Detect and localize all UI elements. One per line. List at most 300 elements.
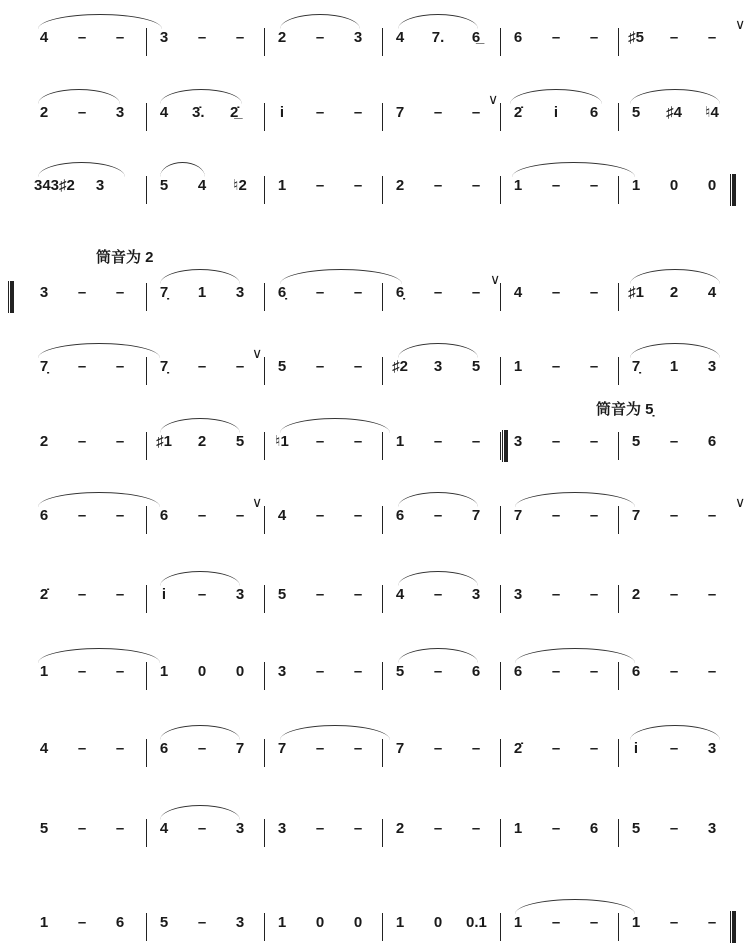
measure bbox=[150, 20, 268, 56]
note: – bbox=[471, 284, 481, 301]
note: 1 bbox=[513, 914, 523, 931]
note: – bbox=[589, 586, 599, 603]
slur bbox=[398, 492, 478, 507]
note: – bbox=[589, 914, 599, 931]
barline bbox=[382, 913, 383, 941]
note: – bbox=[551, 358, 561, 375]
barline bbox=[264, 176, 265, 204]
note: – bbox=[197, 507, 207, 524]
slur bbox=[515, 492, 635, 507]
note: ♯2 bbox=[392, 358, 408, 375]
note: – bbox=[315, 740, 325, 757]
note: 6̣ bbox=[395, 284, 405, 301]
repeat-end-bar bbox=[502, 430, 508, 462]
note: i bbox=[279, 104, 285, 121]
note: – bbox=[551, 177, 561, 194]
slur bbox=[160, 89, 242, 104]
barline bbox=[382, 283, 383, 311]
note: – bbox=[669, 433, 679, 450]
score-row bbox=[30, 494, 746, 534]
barline bbox=[146, 585, 147, 613]
note: 6 bbox=[513, 29, 523, 46]
barline bbox=[146, 176, 147, 204]
note: – bbox=[197, 820, 207, 837]
note: – bbox=[551, 433, 561, 450]
measure bbox=[386, 731, 504, 767]
score-row bbox=[30, 811, 736, 847]
barline bbox=[618, 432, 619, 460]
measure bbox=[30, 731, 148, 767]
slur bbox=[38, 343, 160, 358]
note: – bbox=[315, 29, 325, 46]
note: – bbox=[353, 740, 363, 757]
barline bbox=[146, 357, 147, 385]
note: 1 bbox=[395, 914, 405, 931]
score-row bbox=[30, 424, 736, 460]
note: 3 bbox=[471, 586, 481, 603]
note: 7 bbox=[471, 507, 481, 524]
measure bbox=[386, 95, 504, 131]
note: 5 bbox=[631, 433, 641, 450]
note: 2̇ bbox=[513, 104, 523, 121]
score-row bbox=[30, 905, 736, 941]
note: i bbox=[553, 104, 559, 121]
measure bbox=[150, 654, 268, 690]
note: – bbox=[669, 663, 679, 680]
note: 0 bbox=[669, 177, 679, 194]
note: 3 bbox=[235, 914, 245, 931]
score-row bbox=[30, 654, 736, 690]
note: 3 bbox=[235, 586, 245, 603]
note: – bbox=[433, 284, 443, 301]
measure bbox=[622, 168, 740, 204]
note: 1 bbox=[513, 358, 523, 375]
note: 3 bbox=[159, 29, 169, 46]
note: – bbox=[353, 358, 363, 375]
measure bbox=[268, 349, 386, 385]
measure bbox=[504, 731, 622, 767]
score-row bbox=[30, 345, 736, 385]
note: – bbox=[353, 433, 363, 450]
note: 4 bbox=[395, 29, 405, 46]
measure bbox=[150, 349, 268, 385]
note: 3 bbox=[277, 663, 287, 680]
note: 2 bbox=[395, 820, 405, 837]
note: – bbox=[353, 820, 363, 837]
note: 7. bbox=[431, 29, 445, 46]
note: – bbox=[235, 29, 245, 46]
note: ♮1 bbox=[275, 433, 289, 450]
measure bbox=[30, 275, 148, 311]
note: – bbox=[551, 820, 561, 837]
note: 4 bbox=[159, 820, 169, 837]
note: – bbox=[551, 507, 561, 524]
note: 4 bbox=[39, 29, 49, 46]
barline bbox=[382, 585, 383, 613]
score-row bbox=[30, 271, 736, 311]
barline bbox=[500, 819, 501, 847]
note: 6 bbox=[589, 104, 599, 121]
score-row bbox=[30, 731, 736, 767]
measure bbox=[504, 811, 622, 847]
slur bbox=[630, 269, 720, 284]
note: i bbox=[161, 586, 167, 603]
note: 4 bbox=[513, 284, 523, 301]
note: 6 bbox=[471, 663, 481, 680]
measure bbox=[268, 498, 386, 534]
slur bbox=[398, 343, 478, 358]
note: 6̣ bbox=[277, 284, 287, 301]
note: – bbox=[433, 177, 443, 194]
measure bbox=[150, 905, 268, 941]
note: – bbox=[471, 740, 481, 757]
note: – bbox=[315, 586, 325, 603]
barline bbox=[146, 283, 147, 311]
note: 2 bbox=[39, 104, 49, 121]
barline bbox=[264, 819, 265, 847]
note: 1 bbox=[669, 358, 679, 375]
note: 6̲ bbox=[471, 29, 481, 46]
measure bbox=[622, 20, 740, 56]
breath-mark: ∨ bbox=[735, 494, 746, 510]
note: 3 bbox=[433, 358, 443, 375]
barline bbox=[264, 357, 265, 385]
note: – bbox=[197, 740, 207, 757]
note: 6 bbox=[39, 507, 49, 524]
barline bbox=[382, 739, 383, 767]
note: 4 bbox=[277, 507, 287, 524]
note: 1 bbox=[631, 177, 641, 194]
note: 6 bbox=[589, 820, 599, 837]
note: – bbox=[353, 663, 363, 680]
note: – bbox=[115, 358, 125, 375]
measure bbox=[622, 424, 740, 460]
slur bbox=[630, 343, 720, 358]
note: – bbox=[433, 507, 443, 524]
note: 0 bbox=[353, 914, 363, 931]
note: 4 bbox=[39, 740, 49, 757]
note: – bbox=[353, 104, 363, 121]
barline bbox=[500, 913, 501, 941]
note: 5 bbox=[395, 663, 405, 680]
note: 2̇ bbox=[39, 586, 49, 603]
note: 5 bbox=[277, 586, 287, 603]
slur bbox=[398, 14, 478, 29]
barline bbox=[382, 103, 383, 131]
slur bbox=[38, 14, 162, 29]
score-row bbox=[30, 168, 736, 204]
note: 4 bbox=[395, 586, 405, 603]
note: – bbox=[589, 740, 599, 757]
note: – bbox=[669, 586, 679, 603]
note: – bbox=[77, 914, 87, 931]
note: 7̣ bbox=[159, 284, 169, 301]
note: 4 bbox=[707, 284, 717, 301]
note: – bbox=[589, 358, 599, 375]
note: – bbox=[115, 586, 125, 603]
note: 6 bbox=[159, 507, 169, 524]
measure bbox=[30, 811, 148, 847]
note: 1 bbox=[39, 663, 49, 680]
note: 3 bbox=[235, 284, 245, 301]
barline bbox=[382, 176, 383, 204]
note: 6 bbox=[631, 663, 641, 680]
barline bbox=[146, 913, 147, 941]
note: i bbox=[633, 740, 639, 757]
note: 5 bbox=[159, 914, 169, 931]
note: 1 bbox=[39, 914, 49, 931]
barline bbox=[264, 506, 265, 534]
measure bbox=[150, 498, 268, 534]
barline bbox=[382, 819, 383, 847]
note: ♯5 bbox=[628, 29, 644, 46]
final-bar bbox=[730, 911, 736, 943]
note: 3 bbox=[39, 284, 49, 301]
barline bbox=[382, 506, 383, 534]
note: – bbox=[235, 507, 245, 524]
note: – bbox=[115, 820, 125, 837]
note: 3̇. bbox=[192, 104, 205, 121]
barline bbox=[146, 432, 147, 460]
barline bbox=[146, 103, 147, 131]
barline bbox=[500, 585, 501, 613]
slur bbox=[38, 162, 125, 177]
note: – bbox=[551, 29, 561, 46]
note: – bbox=[77, 663, 87, 680]
note: – bbox=[315, 663, 325, 680]
note: – bbox=[551, 740, 561, 757]
note: 0 bbox=[235, 663, 245, 680]
note: – bbox=[77, 433, 87, 450]
note: 7̣ bbox=[631, 358, 641, 375]
note: – bbox=[197, 358, 207, 375]
note: – bbox=[433, 586, 443, 603]
measure bbox=[386, 905, 504, 941]
note: 5 bbox=[159, 177, 169, 194]
measure bbox=[504, 349, 622, 385]
note: 5 bbox=[39, 820, 49, 837]
barline bbox=[264, 103, 265, 131]
note: – bbox=[115, 29, 125, 46]
measure bbox=[504, 275, 622, 311]
barline bbox=[146, 739, 147, 767]
slur bbox=[160, 269, 240, 284]
barline bbox=[382, 662, 383, 690]
note: – bbox=[433, 433, 443, 450]
note: 3 bbox=[353, 29, 363, 46]
note: – bbox=[77, 586, 87, 603]
note: 5 bbox=[631, 104, 641, 121]
note: – bbox=[353, 284, 363, 301]
note: 1 bbox=[513, 177, 523, 194]
note: 3 bbox=[707, 358, 717, 375]
barline bbox=[618, 506, 619, 534]
barline bbox=[618, 176, 619, 204]
barline bbox=[146, 28, 147, 56]
measure bbox=[268, 811, 386, 847]
measure bbox=[386, 424, 504, 460]
note: – bbox=[471, 104, 481, 121]
note: 3 bbox=[513, 586, 523, 603]
barline bbox=[618, 28, 619, 56]
note: 0 bbox=[707, 177, 717, 194]
note: – bbox=[669, 29, 679, 46]
slur bbox=[160, 162, 205, 177]
slur bbox=[510, 89, 602, 104]
note: – bbox=[315, 177, 325, 194]
note: – bbox=[115, 433, 125, 450]
note: 1 bbox=[513, 820, 523, 837]
note: – bbox=[707, 914, 717, 931]
barline bbox=[500, 357, 501, 385]
note: 5 bbox=[235, 433, 245, 450]
slur bbox=[280, 418, 390, 433]
barline bbox=[264, 585, 265, 613]
note: 0 bbox=[433, 914, 443, 931]
barline bbox=[500, 432, 501, 460]
barline bbox=[618, 913, 619, 941]
note: – bbox=[315, 820, 325, 837]
barline bbox=[382, 357, 383, 385]
note: – bbox=[315, 507, 325, 524]
repeat-end-bar bbox=[730, 174, 736, 206]
slur bbox=[38, 89, 120, 104]
slur bbox=[160, 725, 240, 740]
note: 6 bbox=[159, 740, 169, 757]
measure bbox=[30, 577, 148, 613]
note: 4 bbox=[159, 104, 169, 121]
note: – bbox=[707, 29, 717, 46]
note: 5 bbox=[471, 358, 481, 375]
note: ♯1 bbox=[628, 284, 644, 301]
slur bbox=[38, 648, 160, 663]
measure bbox=[622, 905, 740, 941]
note: 3 bbox=[115, 104, 125, 121]
note: 3 bbox=[707, 820, 717, 837]
barline bbox=[500, 506, 501, 534]
measure bbox=[504, 424, 622, 460]
note: 3 bbox=[95, 177, 105, 194]
note: – bbox=[353, 177, 363, 194]
measure bbox=[504, 20, 622, 56]
note: – bbox=[669, 507, 679, 524]
note: – bbox=[115, 663, 125, 680]
note: – bbox=[77, 358, 87, 375]
slur bbox=[280, 725, 390, 740]
barline bbox=[618, 819, 619, 847]
note: 6 bbox=[395, 507, 405, 524]
measure bbox=[622, 811, 740, 847]
note: – bbox=[77, 104, 87, 121]
note: – bbox=[669, 740, 679, 757]
note: – bbox=[77, 284, 87, 301]
barline bbox=[618, 739, 619, 767]
note: ♮4 bbox=[705, 104, 719, 121]
barline bbox=[618, 283, 619, 311]
note: – bbox=[315, 284, 325, 301]
note: – bbox=[707, 663, 717, 680]
breath-mark: ∨ bbox=[735, 16, 746, 32]
measure bbox=[504, 577, 622, 613]
note: – bbox=[589, 433, 599, 450]
repeat-start-bar bbox=[8, 281, 14, 313]
note: 2̲̇ bbox=[230, 104, 239, 121]
barline bbox=[146, 819, 147, 847]
slur bbox=[38, 492, 160, 507]
score-row bbox=[30, 91, 736, 131]
note: 7 bbox=[277, 740, 287, 757]
note: – bbox=[235, 358, 245, 375]
breath-mark: ∨ bbox=[252, 345, 263, 361]
note: – bbox=[589, 663, 599, 680]
measure bbox=[30, 905, 148, 941]
note: ♮2 bbox=[233, 177, 247, 194]
slur bbox=[160, 805, 240, 820]
slur bbox=[160, 418, 240, 433]
note: – bbox=[433, 820, 443, 837]
note: 3 bbox=[707, 740, 717, 757]
barline bbox=[500, 103, 501, 131]
note: 1 bbox=[197, 284, 207, 301]
note: – bbox=[707, 507, 717, 524]
measure bbox=[268, 654, 386, 690]
barline bbox=[618, 585, 619, 613]
barline bbox=[382, 28, 383, 56]
measure bbox=[268, 577, 386, 613]
note: – bbox=[115, 507, 125, 524]
note: – bbox=[589, 177, 599, 194]
note: 1 bbox=[277, 177, 287, 194]
note: ♯1 bbox=[156, 433, 172, 450]
barline bbox=[264, 739, 265, 767]
note: 2̇ bbox=[513, 740, 523, 757]
breath-mark: ∨ bbox=[490, 271, 501, 287]
note: – bbox=[551, 914, 561, 931]
note: – bbox=[77, 740, 87, 757]
note: – bbox=[471, 433, 481, 450]
measure bbox=[268, 95, 386, 131]
note: – bbox=[669, 914, 679, 931]
note: 5 bbox=[277, 358, 287, 375]
note: 7̣ bbox=[39, 358, 49, 375]
note: 7 bbox=[395, 104, 405, 121]
annotation-tongyin-2: 筒音为 2 bbox=[96, 249, 154, 266]
measure bbox=[386, 811, 504, 847]
note: 7 bbox=[513, 507, 523, 524]
note: 0 bbox=[197, 663, 207, 680]
slur bbox=[280, 14, 360, 29]
breath-mark: ∨ bbox=[488, 91, 499, 107]
note: – bbox=[115, 740, 125, 757]
barline bbox=[264, 662, 265, 690]
note: – bbox=[315, 358, 325, 375]
note: 2 bbox=[39, 433, 49, 450]
note: – bbox=[197, 29, 207, 46]
note: 4 bbox=[197, 177, 207, 194]
note: 7 bbox=[631, 507, 641, 524]
barline bbox=[500, 176, 501, 204]
note: – bbox=[77, 820, 87, 837]
note: 3 bbox=[235, 820, 245, 837]
note: – bbox=[433, 104, 443, 121]
score-row bbox=[30, 16, 746, 56]
measure bbox=[386, 168, 504, 204]
note: – bbox=[471, 820, 481, 837]
breath-mark: ∨ bbox=[252, 494, 263, 510]
barline bbox=[500, 662, 501, 690]
note: 1 bbox=[159, 663, 169, 680]
note: – bbox=[551, 663, 561, 680]
